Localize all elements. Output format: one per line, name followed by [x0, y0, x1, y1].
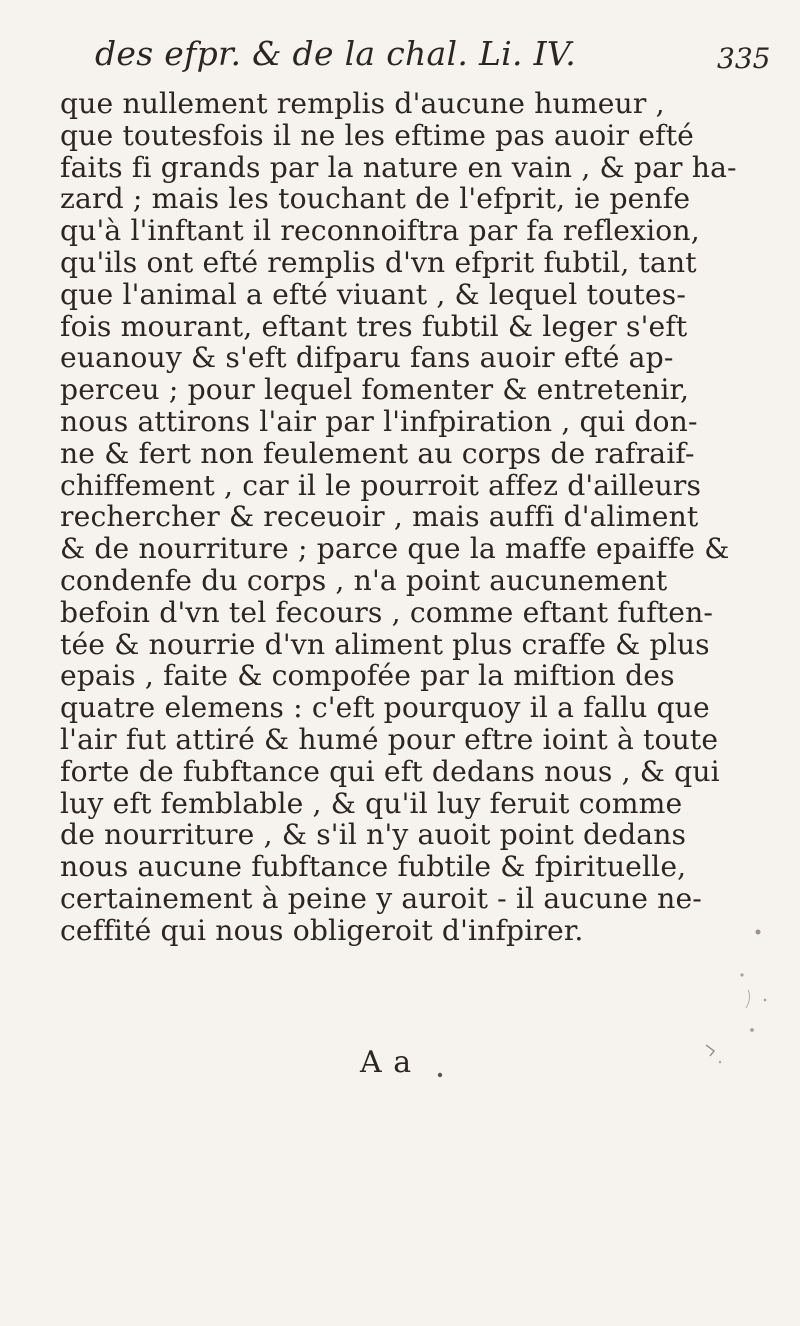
text-line: luy eft femblable , & qu'il luy feruit comme: [60, 786, 683, 820]
text-line: que toutesfois il ne les eftime pas auoir efté: [60, 118, 695, 152]
running-head-title: des efpr. & de la chal. Li. IV.: [95, 34, 577, 73]
text-line: nous attirons l'air par l'infpiration , qui don-: [60, 404, 698, 438]
text-line: l'air fut attiré & humé pour eftre ioint à toute: [60, 722, 719, 756]
text-line: nous aucune fubftance fubtile & fpirituelle,: [60, 850, 687, 884]
text-line: zard ; mais les touchant de l'efprit, ie penfe: [60, 182, 691, 216]
page-number: 335: [717, 42, 771, 75]
text-line: de nourriture , & s'il n'y auoit point dedans: [60, 818, 687, 852]
text-line: & de nourriture ; parce que la maffe epaiffe &: [60, 532, 730, 566]
text-line: tée & nourrie d'vn aliment plus craffe & plus: [60, 627, 710, 661]
text-line: epais , faite & compofée par la miftion des: [60, 659, 675, 693]
text-line: euanouy & s'eft difparu fans auoir efté ap-: [60, 341, 674, 375]
text-line: condenfe du corps , n'a point aucunement: [60, 563, 668, 597]
text-line: perceu ; pour lequel fomenter & entretenir,: [60, 373, 690, 407]
text-line: rechercher & receuoir , mais auffi d'aliment: [60, 500, 699, 534]
text-line: qu'à l'inftant il reconnoiftra par fa reflexion,: [60, 214, 700, 248]
text-line: que nullement remplis d'aucune humeur ,: [60, 87, 665, 120]
text-line: faits fi grands par la nature en vain , & par ha-: [60, 150, 737, 184]
text-line: qu'ils ont efté remplis d'vn efprit fubtil, tant: [60, 245, 697, 279]
text-line: chiffement , car il le pourroit affez d'ailleurs: [60, 468, 702, 502]
text-line: ceffité qui nous obligeroit d'infpirer.: [60, 913, 584, 947]
text-line: quatre elemens : c'eft pourquoy il a fallu que: [60, 691, 710, 725]
body-text: [60, 88, 780, 947]
signature-mark: A a: [360, 1045, 413, 1080]
text-line: fois mourant, eftant tres fubtil & leger s'eft: [60, 309, 688, 343]
text-line: befoin d'vn tel fecours , comme eftant fuften-: [60, 595, 714, 629]
text-line: forte de fubftance qui eft dedans nous , & qui: [60, 754, 720, 788]
text-line: certainement à peine y auroit - il aucune ne-: [60, 881, 702, 915]
text-line: ne & fert non feulement au corps de rafraif-: [60, 436, 695, 470]
text-line: que l'animal a efté viuant , & lequel toutes-: [60, 277, 686, 311]
running-head: [95, 22, 795, 82]
